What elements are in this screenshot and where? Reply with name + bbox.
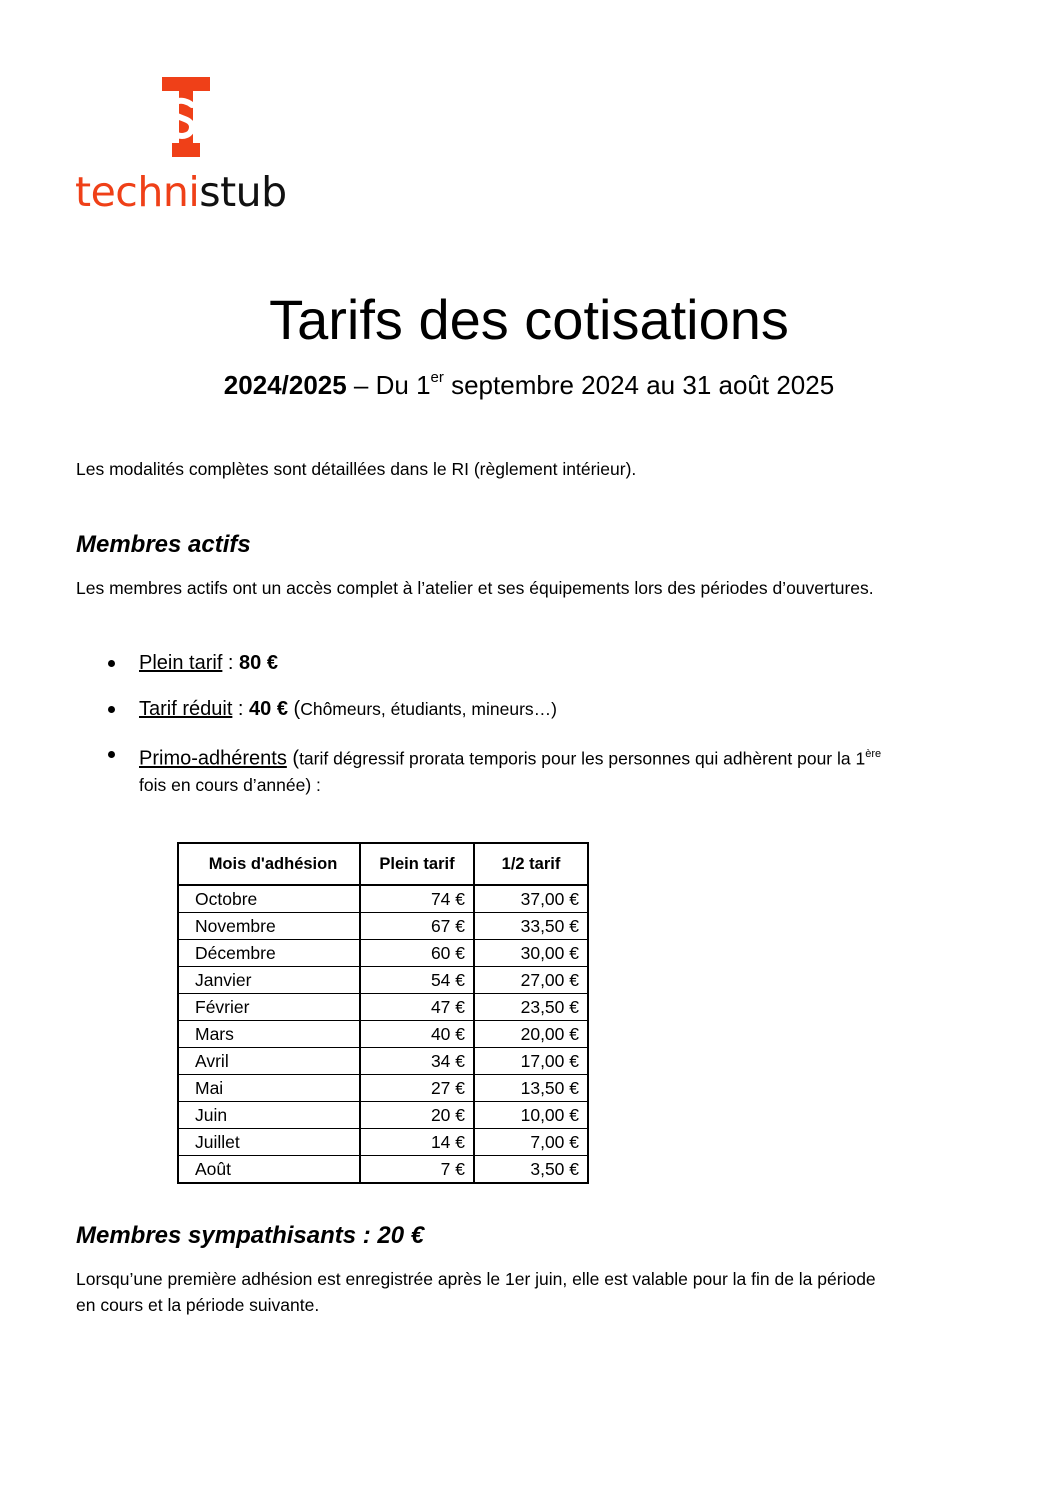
section-text-sympathisants	[76, 1266, 876, 1318]
table-row	[178, 940, 588, 967]
cell-mois: Novembre	[178, 913, 360, 940]
intro-text: Les modalités complètes sont détaillées dans le RI (règlement intérieur).	[76, 459, 637, 479]
cell-demi-tarif: 17,00 €	[474, 1048, 588, 1075]
bullet-paren: (	[287, 698, 301, 720]
bullet-sep: :	[222, 652, 240, 674]
cell-plein-tarif: 40 €	[360, 1021, 474, 1048]
bullet-dot-icon	[108, 660, 115, 667]
cell-mois: Juin	[178, 1102, 360, 1129]
bullet-label: Primo-adhérents	[139, 747, 287, 770]
subtitle-year: 2024/2025	[223, 370, 347, 400]
cell-mois: Mars	[178, 1021, 360, 1048]
technistub-logo-text	[75, 168, 287, 216]
table-row	[178, 1048, 588, 1075]
bullet-primo-adherents	[108, 741, 988, 798]
cell-plein-tarif: 67 €	[360, 913, 474, 940]
page-subtitle	[0, 370, 1058, 401]
cell-plein-tarif: 74 €	[360, 885, 474, 913]
cell-plein-tarif: 47 €	[360, 994, 474, 1021]
subtitle-rest: septembre 2024 au 31 août 2025	[443, 370, 835, 400]
section-text-line1: Lorsqu’une première adhésion est enregistrée après le 1er juin, elle est valable pour la fin de la période	[76, 1269, 876, 1289]
section-heading-sympathisants: Membres sympathisants : 20 €	[76, 1222, 425, 1249]
table-row	[178, 994, 588, 1021]
bullet-sup: ère	[865, 748, 882, 760]
table-header-row	[178, 843, 588, 885]
column-header-demi: 1/2 tarif	[474, 843, 588, 885]
page-title: Tarifs des cotisations	[269, 288, 789, 351]
cell-demi-tarif: 30,00 €	[474, 940, 588, 967]
cell-mois: Avril	[178, 1048, 360, 1075]
bullet-tarif-reduit	[108, 696, 988, 722]
section-text-actifs: Les membres actifs ont un accès complet à l’atelier et ses équipements lors des périodes d’ouvertures.	[76, 578, 874, 598]
cell-mois: Mai	[178, 1075, 360, 1102]
cell-mois: Octobre	[178, 885, 360, 913]
bullet-paren: (	[286, 747, 300, 770]
bullet-plein-tarif	[108, 650, 988, 676]
cell-mois: Février	[178, 994, 360, 1021]
cell-demi-tarif: 10,00 €	[474, 1102, 588, 1129]
cell-demi-tarif: 20,00 €	[474, 1021, 588, 1048]
cell-mois: Juillet	[178, 1129, 360, 1156]
cell-plein-tarif: 20 €	[360, 1102, 474, 1129]
cell-demi-tarif: 3,50 €	[474, 1156, 588, 1184]
table-row	[178, 913, 588, 940]
bullet-note: Chômeurs, étudiants, mineurs…)	[300, 699, 557, 719]
cell-plein-tarif: 54 €	[360, 967, 474, 994]
bullet-note2: fois en cours d’année) :	[139, 774, 321, 795]
table-row	[178, 1075, 588, 1102]
cell-plein-tarif: 27 €	[360, 1075, 474, 1102]
bullet-price: 40 €	[249, 698, 288, 720]
cell-demi-tarif: 27,00 €	[474, 967, 588, 994]
bullet-label: Plein tarif	[139, 652, 223, 674]
cell-demi-tarif: 23,50 €	[474, 994, 588, 1021]
logo-text-part2: stub	[199, 168, 287, 216]
cell-demi-tarif: 13,50 €	[474, 1075, 588, 1102]
table-row	[178, 1129, 588, 1156]
column-header-mois: Mois d'adhésion	[178, 843, 360, 885]
cell-mois: Janvier	[178, 967, 360, 994]
bullet-dot-icon	[108, 706, 115, 713]
table-row	[178, 1102, 588, 1129]
tarif-table	[177, 842, 589, 1184]
subtitle-dash: – Du 1	[346, 370, 431, 400]
technistub-logo-mark-icon	[162, 77, 210, 157]
cell-demi-tarif: 7,00 €	[474, 1129, 588, 1156]
table-row	[178, 1156, 588, 1184]
bullet-note: tarif dégressif prorata temporis pour les personnes qui adhèrent pour la 1	[299, 748, 866, 769]
table-row	[178, 885, 588, 913]
cell-mois: Août	[178, 1156, 360, 1184]
bullet-dot-icon	[108, 751, 115, 758]
column-header-plein: Plein tarif	[360, 843, 474, 885]
logo-text-part1: techni	[75, 168, 200, 216]
bullet-label: Tarif réduit	[139, 698, 233, 720]
cell-plein-tarif: 34 €	[360, 1048, 474, 1075]
table-row	[178, 967, 588, 994]
cell-mois: Décembre	[178, 940, 360, 967]
cell-plein-tarif: 7 €	[360, 1156, 474, 1184]
subtitle-sup: er	[430, 369, 444, 387]
cell-demi-tarif: 37,00 €	[474, 885, 588, 913]
bullet-sep: :	[232, 698, 250, 720]
cell-plein-tarif: 60 €	[360, 940, 474, 967]
cell-demi-tarif: 33,50 €	[474, 913, 588, 940]
section-heading-actifs: Membres actifs	[76, 531, 251, 558]
cell-plein-tarif: 14 €	[360, 1129, 474, 1156]
bullet-price: 80 €	[239, 652, 278, 674]
section-text-line2: en cours et la période suivante.	[76, 1295, 320, 1315]
table-row	[178, 1021, 588, 1048]
